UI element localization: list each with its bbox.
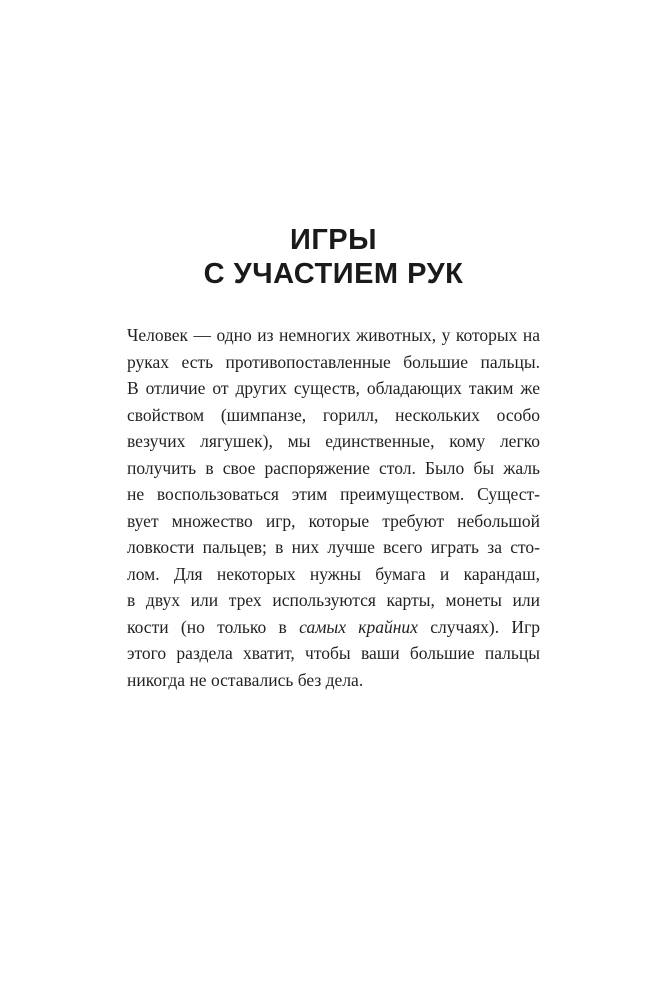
text-line: Человек — одно из немногих животных, у которых на [127, 325, 540, 345]
text-line: не воспользоваться этим преимуществом. Сущест- [127, 484, 540, 504]
text-line: получить в свое распоряжение стол. Было бы жаль [127, 457, 540, 478]
text-line: в двух или трех используются карты, монеты или [127, 590, 540, 610]
text-line: свойством (шимпанзе, горилл, нескольких особо [127, 404, 540, 425]
text-line: этого раздела хватит, чтобы ваши большие пальцы [127, 643, 540, 663]
text: случаях). Игр [417, 616, 540, 637]
emphasis-text: самых крайних [299, 616, 418, 637]
text-line: никогда не оставались без дела. [127, 669, 364, 690]
text-line-with-emphasis [127, 614, 540, 641]
text-line: вует множество игр, которые требуют небольшой [127, 510, 540, 531]
text-line: везучих лягушек), мы единственные, кому легко [127, 431, 540, 451]
section-title-line-1: ИГРЫ [289, 224, 378, 256]
text-line: В отличие от других существ, обладающих таким же [127, 378, 540, 398]
text-line: лом. Для некоторых нужны бумага и карандаш, [127, 563, 540, 584]
text: кости (но только в [127, 616, 300, 637]
text-line: ловкости пальцев; в них лучше всего играть за сто- [127, 537, 540, 557]
section-title-line-2: С УЧАСТИЕМ РУК [203, 258, 464, 290]
text-line: руках есть противопоставленные большие пальцы. [127, 351, 540, 372]
body-paragraph [127, 322, 540, 693]
